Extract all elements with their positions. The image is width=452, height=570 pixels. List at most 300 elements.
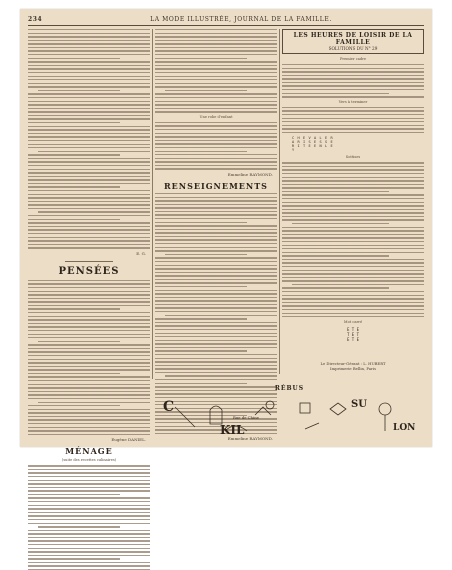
text-line bbox=[155, 151, 247, 152]
text-line bbox=[28, 472, 150, 473]
text-line bbox=[155, 72, 277, 73]
text-line bbox=[282, 234, 424, 235]
text-line bbox=[28, 226, 150, 227]
text-line bbox=[282, 173, 424, 174]
solution-text-block bbox=[282, 162, 424, 317]
text-line bbox=[282, 198, 424, 199]
text-line bbox=[28, 348, 150, 349]
grid-letter: R bbox=[297, 140, 300, 145]
text-line bbox=[282, 64, 424, 65]
text-line bbox=[28, 359, 150, 360]
text-line bbox=[282, 259, 424, 260]
text-line bbox=[155, 122, 277, 123]
text-line bbox=[28, 72, 150, 73]
text-line bbox=[155, 211, 277, 212]
grid-letter: T bbox=[303, 144, 306, 149]
text-line bbox=[28, 326, 150, 327]
text-line bbox=[28, 86, 150, 87]
text-line bbox=[155, 232, 277, 233]
text-line bbox=[28, 126, 150, 127]
text-line bbox=[28, 501, 150, 502]
text-line bbox=[28, 476, 150, 477]
grid-letter: L bbox=[325, 144, 328, 149]
text-line bbox=[28, 487, 150, 488]
text-line bbox=[282, 191, 389, 192]
text-line bbox=[155, 347, 277, 348]
text-line bbox=[155, 136, 277, 137]
text-line bbox=[38, 90, 120, 91]
text-line bbox=[155, 93, 277, 94]
text-line bbox=[155, 268, 277, 269]
grid-letter: E bbox=[325, 136, 328, 141]
text-line bbox=[282, 270, 424, 271]
grid-letter: C bbox=[292, 136, 295, 141]
text-line bbox=[155, 33, 277, 34]
text-line bbox=[155, 322, 277, 323]
text-line bbox=[282, 219, 424, 220]
text-line bbox=[28, 154, 120, 155]
text-line bbox=[28, 530, 150, 531]
text-line bbox=[282, 248, 424, 249]
grid-letter: H bbox=[297, 136, 300, 141]
section-subtitle: (suite des recettes culinaires) bbox=[61, 458, 117, 463]
puzzle-box-subtitle: SOLUTIONS DU N° 29 bbox=[328, 46, 378, 51]
rebus-square-icon bbox=[300, 403, 310, 413]
column-middle bbox=[155, 29, 277, 442]
text-line bbox=[155, 282, 277, 283]
text-line bbox=[155, 272, 277, 273]
text-line bbox=[155, 225, 277, 226]
text-line bbox=[155, 247, 277, 248]
text-line bbox=[155, 222, 247, 223]
text-line bbox=[282, 255, 389, 256]
text-line bbox=[282, 209, 424, 210]
grid-letter: E bbox=[330, 140, 333, 145]
text-line bbox=[155, 79, 277, 80]
text-line bbox=[28, 562, 150, 563]
text-line bbox=[282, 180, 424, 181]
text-line bbox=[155, 307, 277, 308]
header-rule bbox=[28, 25, 424, 26]
text-line bbox=[155, 86, 277, 87]
text-line bbox=[28, 76, 150, 77]
text-line bbox=[282, 89, 424, 90]
text-line bbox=[28, 179, 150, 180]
text-line bbox=[28, 190, 150, 191]
text-line bbox=[28, 129, 150, 130]
text-line bbox=[28, 391, 150, 392]
text-line bbox=[28, 104, 150, 105]
text-line bbox=[155, 193, 277, 194]
text-line bbox=[155, 311, 277, 312]
text-line bbox=[28, 316, 150, 317]
rebus-drawing bbox=[155, 385, 424, 445]
text-line bbox=[155, 58, 247, 59]
text-line bbox=[28, 497, 150, 498]
text-line bbox=[28, 369, 150, 370]
grid-letter: E bbox=[330, 144, 333, 149]
text-line bbox=[28, 494, 120, 495]
text-line bbox=[155, 158, 277, 159]
text-line bbox=[282, 237, 424, 238]
text-line bbox=[28, 416, 150, 417]
rebus-letters-kil: KIL bbox=[220, 423, 245, 437]
text-line bbox=[28, 101, 150, 102]
text-line bbox=[155, 204, 277, 205]
letter-grid bbox=[292, 136, 424, 152]
text-line bbox=[28, 405, 120, 406]
text-line bbox=[28, 384, 150, 385]
newspaper-page bbox=[20, 9, 432, 463]
text-line bbox=[28, 555, 150, 556]
rebus-puzzle bbox=[155, 385, 424, 445]
text-line bbox=[28, 47, 150, 48]
article-text-block bbox=[155, 122, 277, 170]
text-line bbox=[282, 128, 424, 129]
text-line bbox=[28, 244, 150, 245]
text-line bbox=[28, 136, 150, 137]
text-line bbox=[155, 36, 277, 37]
puzzle-box-header bbox=[282, 29, 424, 54]
grid-letter: R bbox=[330, 136, 333, 141]
text-line bbox=[155, 43, 277, 44]
text-line bbox=[155, 300, 277, 301]
text-line bbox=[28, 480, 150, 481]
text-line bbox=[155, 379, 277, 380]
text-line bbox=[28, 133, 150, 134]
footer-credits bbox=[282, 361, 424, 371]
text-line bbox=[155, 154, 277, 155]
text-line bbox=[155, 279, 277, 280]
text-line bbox=[28, 508, 150, 509]
text-line bbox=[28, 465, 150, 466]
text-line bbox=[28, 427, 150, 428]
text-line bbox=[28, 373, 120, 374]
rebus-title: RÉBUS bbox=[274, 385, 305, 392]
grid-letter: E bbox=[303, 136, 306, 141]
mot-carre-row: E T E bbox=[346, 336, 360, 342]
text-line bbox=[155, 336, 277, 337]
text-line bbox=[155, 297, 277, 298]
text-line bbox=[155, 286, 247, 287]
text-line bbox=[155, 257, 277, 258]
text-line bbox=[155, 68, 277, 69]
text-line bbox=[282, 287, 389, 288]
text-line bbox=[282, 93, 389, 94]
text-line bbox=[28, 323, 150, 324]
text-line bbox=[28, 240, 150, 241]
text-line bbox=[28, 312, 150, 313]
solution-text-block bbox=[282, 64, 424, 98]
text-line bbox=[28, 147, 150, 148]
mot-carre-row: E T E bbox=[346, 326, 360, 332]
text-line bbox=[155, 61, 277, 62]
text-line bbox=[155, 383, 247, 384]
text-line bbox=[282, 316, 424, 317]
text-line bbox=[28, 161, 150, 162]
text-line bbox=[28, 237, 150, 238]
column-left bbox=[28, 29, 150, 463]
text-line bbox=[155, 161, 277, 162]
text-line bbox=[28, 65, 150, 66]
text-line bbox=[28, 118, 150, 119]
text-line bbox=[155, 165, 277, 166]
text-line bbox=[28, 483, 150, 484]
text-line bbox=[282, 241, 424, 242]
column-rule-1 bbox=[152, 29, 153, 379]
text-line bbox=[28, 287, 150, 288]
text-line bbox=[28, 319, 150, 320]
text-line bbox=[155, 111, 277, 112]
text-line bbox=[282, 118, 424, 119]
text-line bbox=[28, 165, 150, 166]
article-text-block bbox=[155, 29, 277, 113]
text-line bbox=[38, 402, 150, 403]
text-line bbox=[282, 177, 424, 178]
text-line bbox=[38, 341, 120, 342]
rebus-roof-icon bbox=[255, 407, 271, 415]
text-line bbox=[28, 362, 150, 363]
text-line bbox=[155, 372, 277, 373]
text-line bbox=[155, 229, 277, 230]
grid-letter: Y bbox=[292, 148, 295, 153]
text-line bbox=[28, 229, 150, 230]
text-line bbox=[155, 97, 277, 98]
text-line bbox=[155, 65, 277, 66]
text-line bbox=[28, 398, 150, 399]
text-line bbox=[28, 366, 150, 367]
grid-letter: E bbox=[314, 140, 317, 145]
page-header bbox=[28, 13, 424, 25]
text-line bbox=[155, 290, 277, 291]
rebus-figure-icon bbox=[210, 406, 222, 424]
text-line bbox=[28, 176, 150, 177]
text-line bbox=[155, 358, 277, 359]
text-line bbox=[155, 104, 277, 105]
grid-letter: E bbox=[314, 144, 317, 149]
puzzle-box-title: LES HEURES DE LOISIR DE LA FAMILLE bbox=[293, 32, 413, 46]
printer-credit: Imprimerie Bellin, Paris bbox=[329, 366, 377, 371]
text-line bbox=[28, 380, 150, 381]
text-line bbox=[155, 275, 277, 276]
text-line bbox=[28, 344, 150, 345]
text-line bbox=[28, 434, 150, 435]
text-line bbox=[155, 50, 277, 51]
text-line bbox=[28, 183, 150, 184]
text-line bbox=[282, 309, 424, 310]
text-line bbox=[282, 245, 424, 246]
section-title-menage: MÉNAGE bbox=[65, 446, 113, 457]
text-line bbox=[282, 305, 424, 306]
separator bbox=[65, 261, 114, 262]
text-line bbox=[282, 166, 424, 167]
grid-letter: A bbox=[292, 140, 295, 145]
text-line bbox=[155, 76, 277, 77]
rebus-caption: Rue de Chine bbox=[233, 415, 259, 420]
text-line bbox=[155, 365, 277, 366]
text-line bbox=[155, 350, 247, 351]
text-line bbox=[28, 186, 120, 187]
text-line bbox=[28, 551, 150, 552]
text-line bbox=[38, 151, 150, 152]
text-line bbox=[155, 143, 277, 144]
text-line bbox=[282, 280, 424, 281]
rebus-circle-icon bbox=[266, 401, 274, 409]
text-line bbox=[282, 302, 424, 303]
rebus-diamond-icon bbox=[330, 403, 346, 415]
section-title-pensees: PENSÉES bbox=[58, 265, 120, 277]
grid-letter: A bbox=[314, 136, 317, 141]
text-line bbox=[28, 222, 150, 223]
text-line bbox=[28, 505, 150, 506]
grid-letter: I bbox=[303, 140, 306, 145]
text-line bbox=[28, 558, 120, 559]
subsection-title: Mot carré bbox=[343, 319, 363, 324]
text-line bbox=[282, 273, 424, 274]
text-line bbox=[282, 205, 424, 206]
text-line bbox=[28, 330, 150, 331]
text-line bbox=[282, 313, 424, 314]
rebus-letters-su: SU bbox=[351, 399, 367, 410]
rebus-feather-icon bbox=[305, 423, 319, 429]
signature: E. G. bbox=[136, 250, 146, 256]
text-line bbox=[28, 283, 150, 284]
text-line bbox=[28, 115, 150, 116]
text-line bbox=[282, 212, 424, 213]
signature: Eugène DANIEL. bbox=[111, 437, 146, 443]
text-line bbox=[28, 54, 150, 55]
text-line bbox=[28, 512, 150, 513]
text-line bbox=[155, 197, 277, 198]
text-line bbox=[155, 207, 277, 208]
text-line bbox=[28, 301, 150, 302]
pensees-text-block bbox=[28, 280, 150, 435]
text-line bbox=[282, 291, 424, 292]
text-line bbox=[155, 304, 277, 305]
text-line bbox=[292, 223, 389, 224]
subsection-title: Premier cadre bbox=[339, 57, 367, 61]
text-line bbox=[155, 340, 277, 341]
text-line bbox=[28, 515, 150, 516]
text-line bbox=[282, 187, 424, 188]
text-line bbox=[155, 54, 277, 55]
text-line bbox=[282, 227, 424, 228]
text-line bbox=[28, 140, 150, 141]
text-line bbox=[282, 125, 424, 126]
grid-letter: L bbox=[319, 136, 322, 141]
text-line bbox=[28, 233, 150, 234]
text-line bbox=[28, 294, 150, 295]
rebus-letters-lon: LON bbox=[393, 423, 416, 433]
grid-letter: R bbox=[292, 144, 295, 149]
text-line bbox=[28, 58, 120, 59]
text-line bbox=[155, 239, 277, 240]
text-line bbox=[28, 376, 150, 377]
text-line bbox=[28, 208, 150, 209]
text-line bbox=[28, 108, 150, 109]
text-line bbox=[28, 337, 150, 338]
text-line bbox=[155, 250, 277, 251]
text-line bbox=[282, 266, 424, 267]
text-line bbox=[155, 125, 277, 126]
text-line bbox=[282, 107, 424, 108]
text-line bbox=[28, 305, 150, 306]
text-line bbox=[282, 78, 424, 79]
grid-letter: S bbox=[319, 140, 322, 145]
text-line bbox=[155, 214, 277, 215]
text-line bbox=[28, 43, 150, 44]
text-line bbox=[28, 219, 120, 220]
text-line bbox=[28, 172, 150, 173]
text-line bbox=[282, 252, 424, 253]
text-line bbox=[155, 368, 277, 369]
text-line bbox=[28, 298, 150, 299]
subsection-title: Sottises bbox=[345, 155, 361, 160]
text-line bbox=[28, 544, 150, 545]
text-line bbox=[155, 108, 277, 109]
rebus-tree-icon bbox=[379, 403, 391, 415]
rebus-letter-c: C bbox=[163, 399, 175, 415]
text-line bbox=[38, 526, 120, 527]
text-line bbox=[28, 158, 150, 159]
text-line bbox=[28, 36, 150, 37]
text-line bbox=[155, 343, 277, 344]
text-line bbox=[28, 40, 150, 41]
text-line bbox=[155, 293, 277, 294]
text-line bbox=[155, 354, 277, 355]
text-line bbox=[28, 469, 150, 470]
text-line bbox=[155, 129, 277, 130]
text-line bbox=[282, 162, 424, 163]
text-line bbox=[282, 184, 424, 185]
text-line bbox=[282, 82, 424, 83]
grid-letter: V bbox=[308, 136, 311, 141]
grid-letter: S bbox=[325, 140, 328, 145]
grid-letter: E bbox=[308, 144, 311, 149]
text-line bbox=[28, 93, 150, 94]
text-line bbox=[28, 533, 150, 534]
text-line bbox=[155, 168, 277, 169]
text-line bbox=[155, 325, 277, 326]
text-line bbox=[155, 29, 277, 30]
text-line bbox=[282, 295, 424, 296]
text-line bbox=[28, 197, 150, 198]
text-line bbox=[282, 121, 424, 122]
text-line bbox=[28, 169, 150, 170]
text-line bbox=[28, 50, 150, 51]
text-line bbox=[292, 284, 424, 285]
signature: Emmeline RAYMOND. bbox=[227, 171, 273, 177]
mot-carre-grid bbox=[282, 327, 424, 342]
text-line bbox=[155, 265, 277, 266]
text-line bbox=[28, 430, 150, 431]
text-line bbox=[28, 565, 150, 566]
section-title-renseignements: RENSEIGNEMENTS bbox=[164, 180, 268, 191]
text-line bbox=[282, 85, 424, 86]
figure-caption: Une robe d'enfant bbox=[199, 114, 233, 119]
text-line bbox=[28, 394, 150, 395]
text-line bbox=[155, 333, 277, 334]
text-line bbox=[28, 419, 150, 420]
text-line bbox=[28, 61, 150, 62]
text-line bbox=[282, 114, 424, 115]
text-line bbox=[28, 83, 150, 84]
text-line bbox=[28, 519, 150, 520]
text-line bbox=[282, 110, 424, 111]
column-rule-2 bbox=[279, 29, 280, 374]
text-line bbox=[28, 351, 150, 352]
text-line bbox=[155, 133, 277, 134]
